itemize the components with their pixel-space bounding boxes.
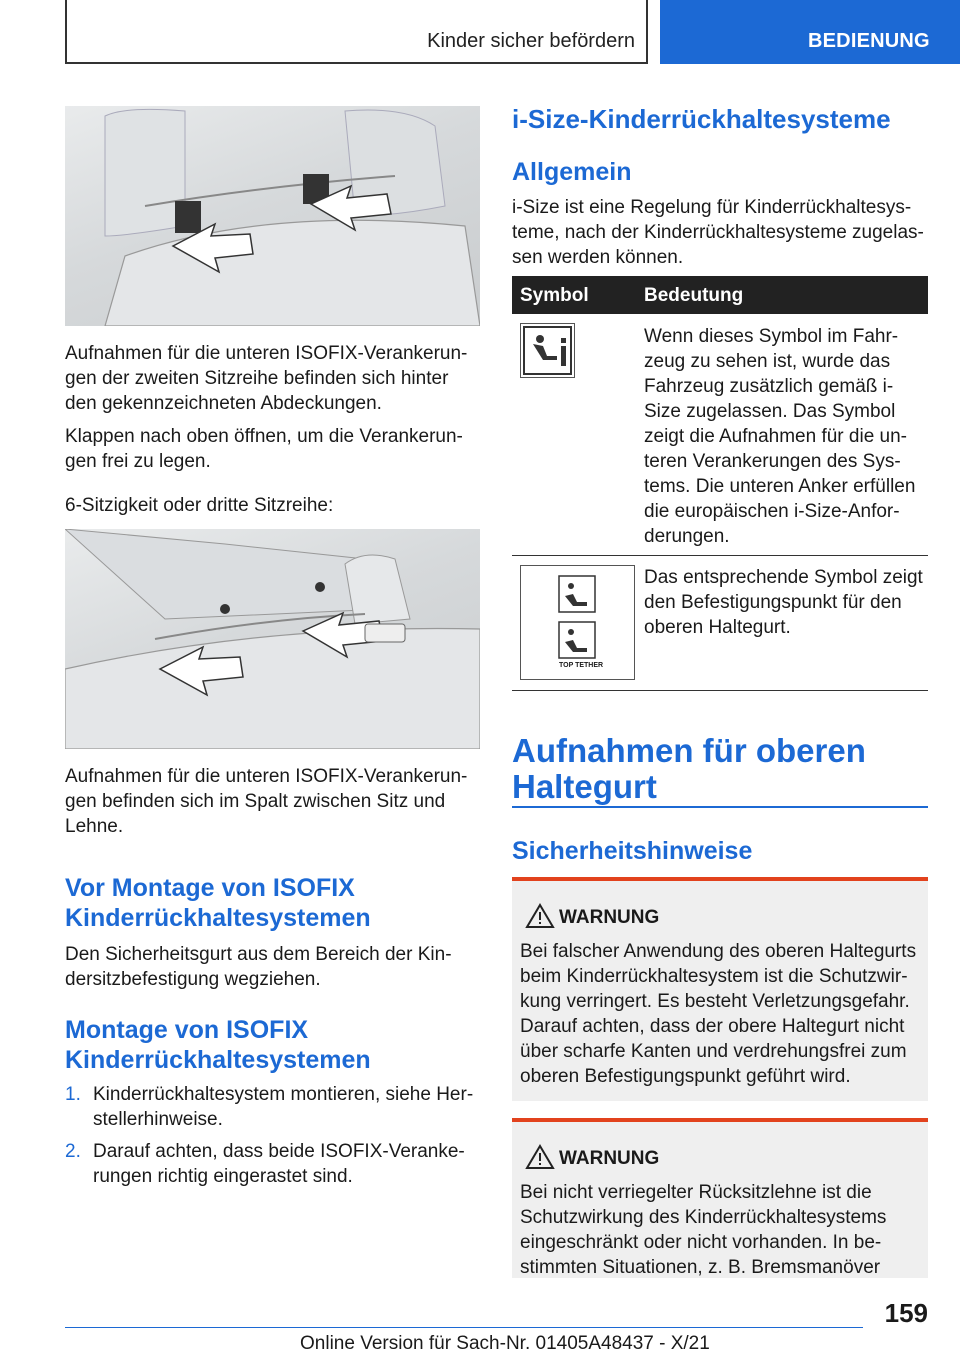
mounting-steps: [65, 1082, 480, 1191]
table-row-divider: [512, 690, 928, 691]
top-tether-meaning: Das entsprechende Symbol zeigt den Befestigungspunkt für den oberen Haltegurt.: [644, 567, 923, 638]
list-item: [65, 1082, 480, 1134]
seat-photo-third-row: [65, 529, 480, 749]
heading-mounting: Montage von ISOFIX Kinderrückhaltesystemen: [65, 1016, 371, 1074]
col-bedeutung: Bedeutung: [644, 285, 744, 306]
footer-rule: [65, 1327, 863, 1328]
warning-triangle-icon: [525, 903, 555, 929]
section-tab-label: BEDIENUNG: [808, 30, 930, 52]
heading-general: Allgemein: [512, 158, 632, 186]
list-item: [65, 1139, 480, 1191]
caption-open-flaps: Klappen nach oben öffnen, um die Verankerun-gen frei zu legen.: [65, 426, 463, 472]
col-symbol: Symbol: [520, 285, 589, 306]
page-number: 159: [884, 1298, 928, 1328]
heading-isize: i-Size-Kinderrückhaltesysteme: [512, 104, 891, 134]
step-text: Darauf achten, dass beide ISOFIX-Veranke-rungen richtig eingerastet sind.: [93, 1141, 465, 1187]
heading-upper-tether: Aufnahmen für oberen Haltegurt: [512, 732, 866, 805]
caption-second-row: Aufnahmen für die unteren ISOFIX-Verankerun-gen der zweiten Sitzreihe befinden sich hinter den gekennzeichneten Abdeckungen.: [65, 343, 468, 414]
top-tether-symbol-icon: [520, 565, 635, 680]
section-tab[interactable]: [660, 0, 960, 64]
warning-triangle-icon: [525, 1144, 555, 1170]
caption-third-row-intro: 6-Sitzigkeit oder dritte Sitzreihe:: [65, 495, 334, 516]
seat-photo-second-row: [65, 106, 480, 326]
text-before-mounting: Den Sicherheitsgurt aus dem Bereich der Kin-dersitzbefestigung wegziehen.: [65, 944, 452, 990]
isize-symbol-icon: [520, 323, 575, 378]
warning-box: [512, 877, 928, 1101]
step-number: 2.: [65, 1141, 81, 1162]
text-general: i-Size ist eine Regelung für Kinderrückhaltesys-teme, nach der Kinderrückhaltesysteme zugelas-sen werden können.: [512, 197, 924, 268]
top-tether-label: TOP TETHER: [559, 662, 604, 669]
section-title: Kinder sicher befördern: [427, 30, 635, 52]
warning-title: WARNUNG: [559, 1148, 660, 1169]
heading-before-mounting: Vor Montage von ISOFIX Kinderrückhaltesystemen: [65, 874, 371, 932]
warning-box: [512, 1118, 928, 1278]
step-number: 1.: [65, 1084, 81, 1105]
warning-title: WARNUNG: [559, 907, 660, 928]
heading-rule: [512, 806, 928, 808]
isize-symbol-meaning: Wenn dieses Symbol im Fahr-zeug zu sehen ist, wurde das Fahrzeug zusätzlich gemäß i-Size zugelassen. Das Symbol zeigt die Aufnahmen für die un-teren Verankerungen des Sys-tems. Die unteren Anker erfüllen die europäischen i-Size-Anfor-derungen.: [644, 326, 916, 547]
caption-third-row: Aufnahmen für die unteren ISOFIX-Verankerun-gen befinden sich im Spalt zwischen Sitz und Lehne.: [65, 766, 468, 837]
table-row-divider: [512, 555, 928, 556]
heading-safety: Sicherheitshinweise: [512, 837, 753, 865]
table-header: [512, 276, 928, 314]
warning-text: Bei falscher Anwendung des oberen Haltegurts beim Kinderrückhaltesystem ist die Schutzwir-kung verringert. Es besteht Verletzungsgefahr. Darauf achten, dass der obere Haltegurt nicht über scharfe Kanten und verdrehungsfrei zum oberen Befestigungspunkt geführt wird.: [520, 941, 917, 1087]
online-version: Online Version für Sach-Nr. 01405A48437 - X/21: [300, 1333, 710, 1354]
step-text: Kinderrückhaltesystem montieren, siehe Her-stellerhinweise.: [93, 1084, 474, 1130]
warning-text: Bei nicht verriegelter Rücksitzlehne ist die Schutzwirkung des Kinderrückhaltesystems eingeschränkt oder nicht vorhanden. In be-stimmten Situationen, z. B. Bremsmanöver: [520, 1182, 887, 1278]
